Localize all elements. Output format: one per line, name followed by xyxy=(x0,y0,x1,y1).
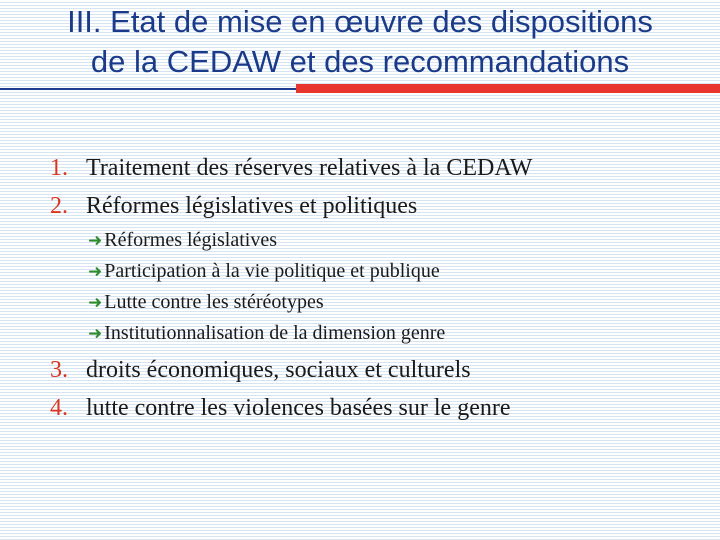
arrow-right-icon: ➜ xyxy=(88,324,103,344)
list-number: 4. xyxy=(50,395,68,421)
sub-item-text: Réformes législatives xyxy=(104,229,277,251)
sub-item-text: Lutte contre les stéréotypes xyxy=(104,291,324,313)
title-divider-red xyxy=(296,84,720,93)
sub-item-text: Participation à la vie politique et publique xyxy=(104,260,440,282)
arrow-right-icon: ➜ xyxy=(88,231,103,251)
title-divider-blue xyxy=(0,88,300,90)
sub-item-1 xyxy=(88,228,277,253)
sub-item-2 xyxy=(88,259,440,284)
list-item-text: droits économiques, sociaux et culturels xyxy=(86,357,471,383)
list-number: 1. xyxy=(50,155,68,181)
list-item-text: lutte contre les violences basées sur le genre xyxy=(86,395,511,421)
list-item-2 xyxy=(50,192,417,220)
list-item-3 xyxy=(50,356,471,384)
sub-item-4 xyxy=(88,321,445,346)
arrow-right-icon: ➜ xyxy=(88,293,103,313)
sub-item-text: Institutionnalisation de la dimension genre xyxy=(104,322,446,344)
list-item-text: Traitement des réserves relatives à la CEDAW xyxy=(86,155,533,181)
title-line-1: III. Etat de mise en œuvre des dispositions xyxy=(67,4,653,39)
list-number: 2. xyxy=(50,193,68,219)
list-item-1 xyxy=(50,154,532,182)
slide-title xyxy=(0,2,720,82)
title-line-2: de la CEDAW et des recommandations xyxy=(90,44,630,79)
sub-item-3 xyxy=(88,290,324,315)
arrow-right-icon: ➜ xyxy=(88,262,103,282)
list-item-text: Réformes législatives et politiques xyxy=(86,193,418,219)
title-divider xyxy=(0,84,720,94)
list-item-4 xyxy=(50,394,511,422)
list-number: 3. xyxy=(50,357,68,383)
